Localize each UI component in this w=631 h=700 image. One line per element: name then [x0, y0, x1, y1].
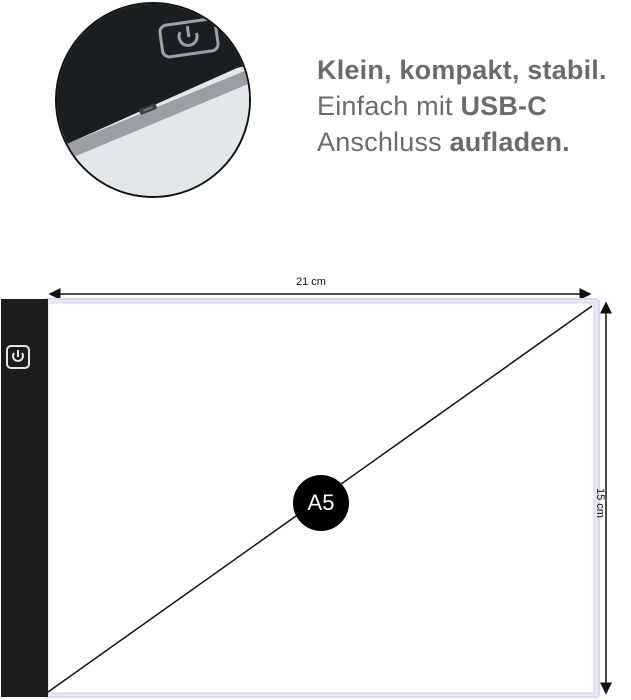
pad-frame: [1, 299, 48, 697]
a5-format-badge: A5: [293, 475, 349, 531]
height-label: 15 cm: [594, 488, 606, 518]
tagline-line-2: Einfach mit USB-C: [317, 91, 547, 121]
tagline-line-1: Klein, kompakt, stabil.: [317, 55, 607, 85]
tagline-line-3: Anschluss aufladen.: [317, 127, 570, 157]
width-label: 21 cm: [296, 276, 326, 288]
